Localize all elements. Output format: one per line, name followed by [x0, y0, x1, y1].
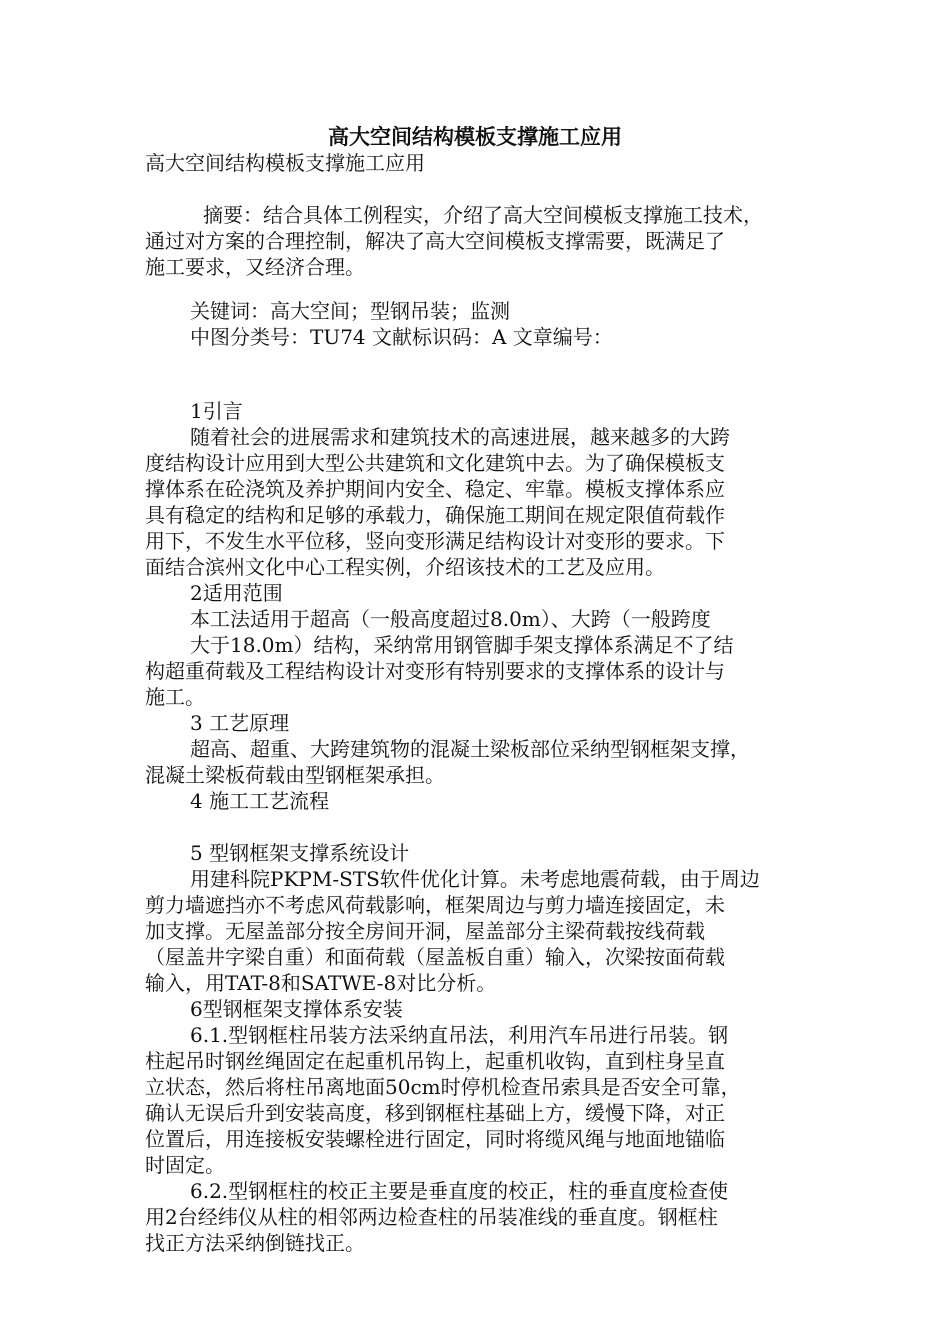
section-heading: 2适用范围	[190, 581, 283, 605]
body-line: 用建科院PKPM-STS软件优化计算。未考虑地震荷载，由于周边	[190, 867, 760, 891]
body-line: 确认无误后升到安装高度，移到钢框柱基础上方，缓慢下降，对正	[145, 1101, 725, 1125]
body-line: 构超重荷载及工程结构设计对变形有特别要求的支撑体系的设计与	[145, 659, 725, 683]
section-heading: 5 型钢框架支撑系统设计	[190, 841, 410, 865]
body-line: 6.1.型钢框柱吊装方法采纳直吊法，利用汽车吊进行吊装。钢	[190, 1023, 729, 1047]
section-heading: 6型钢框架支撑体系安装	[190, 997, 403, 1021]
body-line: 超高、超重、大跨建筑物的混凝土梁板部位采纳型钢框架支撑，	[190, 737, 750, 761]
body-line: 大于18.0m）结构，采纳常用钢管脚手架支撑体系满足不了结	[190, 633, 734, 657]
document-title: 高大空间结构模板支撑施工应用	[328, 124, 622, 149]
body-line: 用2台经纬仪从柱的相邻两边检查柱的吊装准线的垂直度。钢框柱	[145, 1205, 718, 1229]
section-heading: 4 施工工艺流程	[190, 789, 330, 813]
body-line: 剪力墙遮挡亦不考虑风荷载影响，框架周边与剪力墙连接固定，未	[145, 893, 725, 917]
section-heading: 3 工艺原理	[190, 711, 290, 735]
section-heading: 1引言	[190, 399, 243, 423]
body-line: 立状态，然后将柱吊离地面50cm时停机检查吊索具是否安全可靠，	[145, 1075, 741, 1099]
document-subtitle: 高大空间结构模板支撑施工应用	[145, 151, 425, 175]
body-line: 输入，用TAT-8和SATWE-8对比分析。	[145, 971, 497, 995]
body-line: 度结构设计应用到大型公共建筑和文化建筑中去。为了确保模板支	[145, 451, 725, 475]
body-line: 具有稳定的结构和足够的承载力，确保施工期间在规定限值荷载作	[145, 503, 725, 527]
body-line: 混凝土梁板荷载由型钢框架承担。	[145, 763, 445, 787]
body-line: 随着社会的进展需求和建筑技术的高速进展，越来越多的大跨	[190, 425, 730, 449]
body-line: 加支撑。无屋盖部分按全房间开洞，屋盖部分主梁荷载按线荷载	[145, 919, 705, 943]
body-line: 找正方法采纳倒链找正。	[145, 1231, 365, 1255]
body-line: 撑体系在砼浇筑及养护期间内安全、稳定、牢靠。模板支撑体系应	[145, 477, 725, 501]
abstract-line: 摘要：结合具体工例程实，介绍了高大空间模板支撑施工技术，	[203, 203, 763, 227]
abstract-line: 施工要求，又经济合理。	[145, 255, 365, 279]
body-line: 6.2.型钢框柱的校正主要是垂直度的校正，柱的垂直度检查使	[190, 1179, 729, 1203]
body-line: （屋盖井字梁自重）和面荷载（屋盖板自重）输入，次梁按面荷载	[145, 945, 725, 969]
keywords: 关键词：高大空间；型钢吊装；监测	[190, 299, 510, 323]
body-line: 时固定。	[145, 1153, 225, 1177]
body-line: 本工法适用于超高（一般高度超过8.0m）、大跨（一般跨度	[190, 607, 711, 631]
abstract-line: 通过对方案的合理控制，解决了高大空间模板支撑需要，既满足了	[145, 229, 725, 253]
classification: 中图分类号：TU74 文献标识码：A 文章编号：	[190, 325, 613, 349]
body-line: 用下，不发生水平位移，竖向变形满足结构设计对变形的要求。下	[145, 529, 725, 553]
body-line: 位置后，用连接板安装螺栓进行固定，同时将缆风绳与地面地锚临	[145, 1127, 725, 1151]
body-line: 施工。	[145, 685, 205, 709]
body-line: 面结合滨州文化中心工程实例，介绍该技术的工艺及应用。	[145, 555, 665, 579]
body-line: 柱起吊时钢丝绳固定在起重机吊钩上，起重机收钩，直到柱身呈直	[145, 1049, 725, 1073]
